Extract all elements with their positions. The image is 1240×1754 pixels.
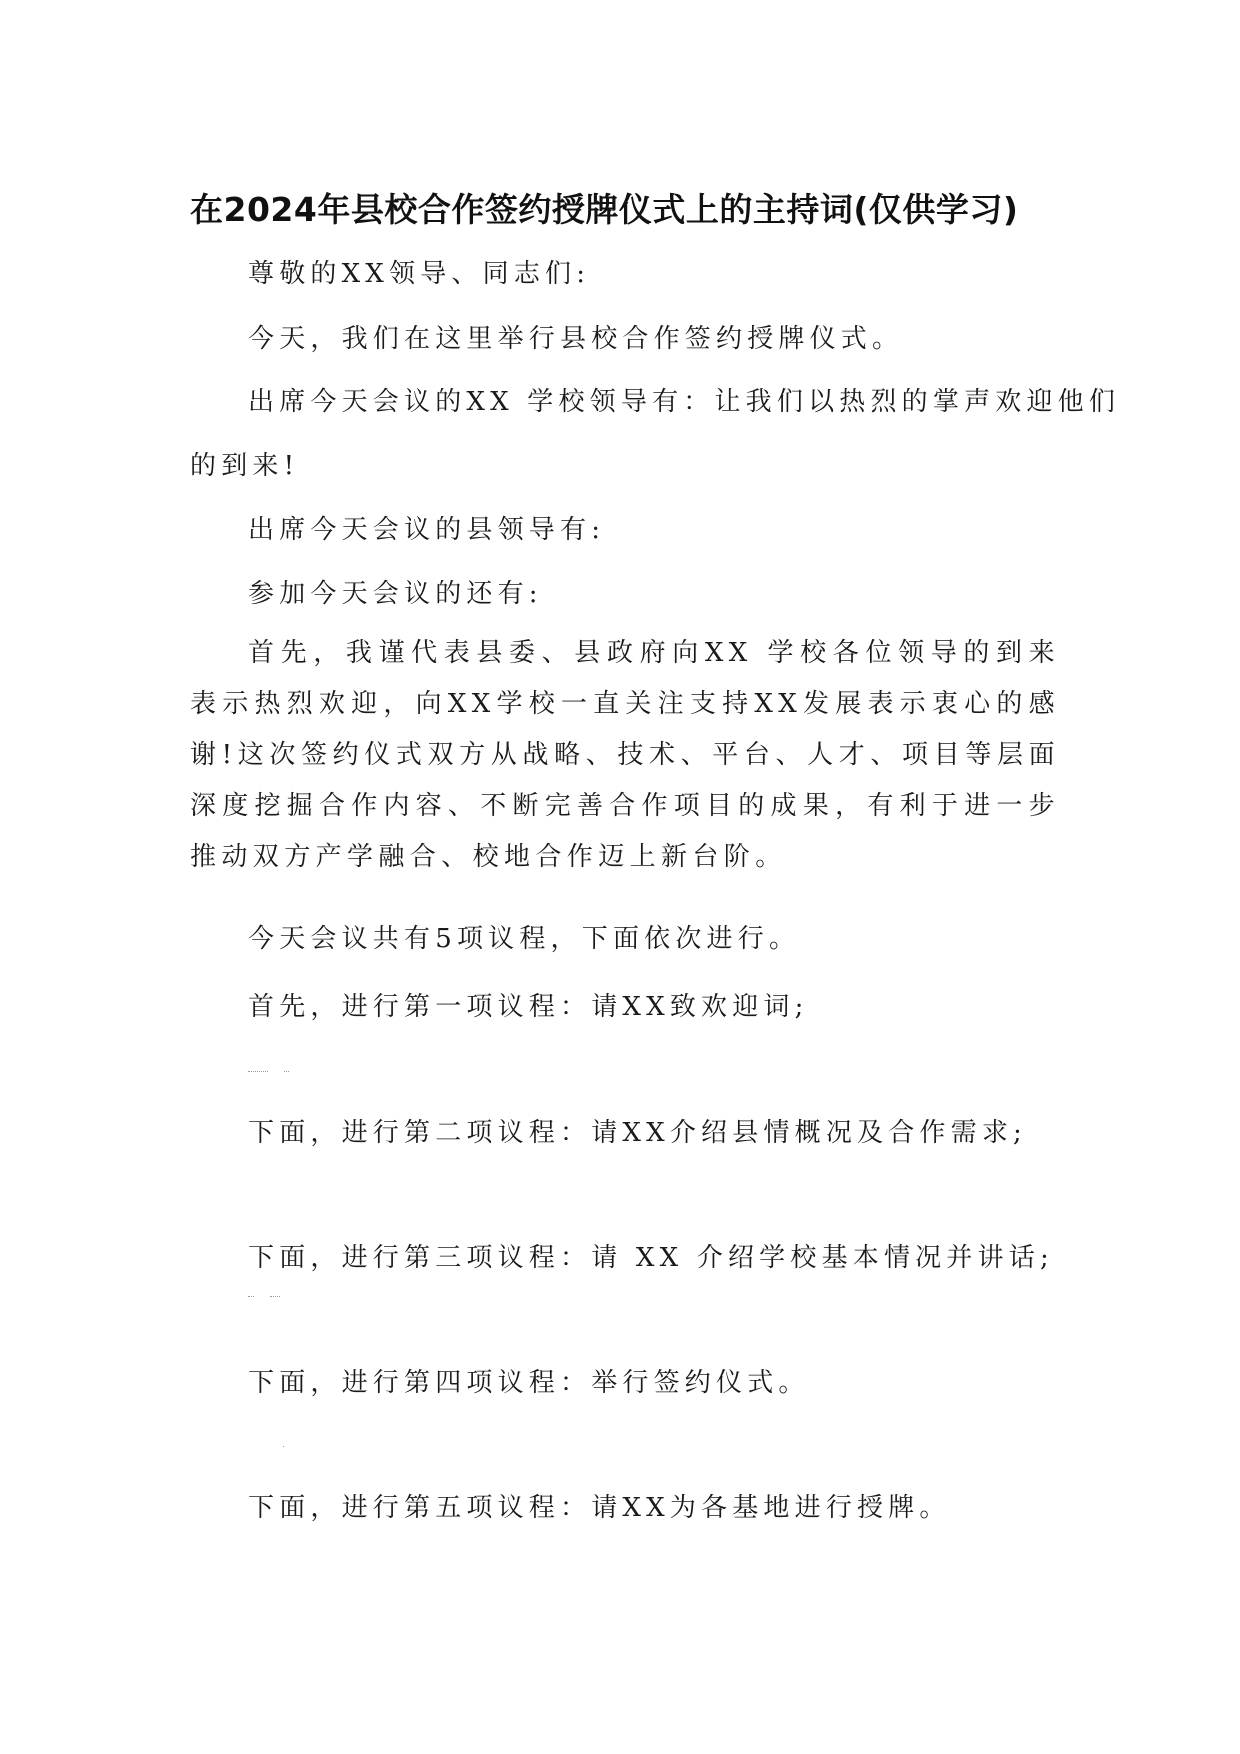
school-leaders-line: 出席今天会议的XX 学校领导有：让我们以热烈的掌声欢迎他们 [248, 387, 1121, 417]
agenda-item-2: 下面，进行第二项议程：请XX介绍县情概况及合作需求; [248, 1118, 1027, 1148]
faint-mark [284, 1071, 289, 1073]
county-leaders-line: 出席今天会议的县领导有: [248, 515, 606, 545]
welcome-paragraph: 首先，我谨代表县委、县政府向XX 学校各位领导的到来表示热烈欢迎，向XX学校一直关注支持XX发展表示衷心的感谢!这次签约仪式双方从战略、技术、平台、人才、项目等层面深度挖掘合作内容、不断完善合作项目的成果，有利于进一步推动双方产学融合、校地合作迈上新台阶。 [190, 638, 1060, 872]
document-title: 在2024年县校合作签约授牌仪式上的主持词(仅供学习) [190, 190, 1019, 229]
faint-mark [270, 1296, 280, 1298]
agenda-item-3: 下面，进行第三项议程：请 XX 介绍学校基本情况并讲话; [248, 1243, 1054, 1273]
opening-line: 今天，我们在这里举行县校合作签约授牌仪式。 [248, 324, 904, 354]
agenda-intro-line: 今天会议共有5项议程，下面依次进行。 [248, 924, 801, 954]
agenda-item-5: 下面，进行第五项议程：请XX为各基地进行授牌。 [248, 1493, 951, 1523]
faint-mark [283, 1446, 284, 1447]
agenda-item-1: 首先，进行第一项议程：请XX致欢迎词; [248, 992, 809, 1022]
salutation-line: 尊敬的XX领导、同志们: [248, 259, 591, 289]
agenda-item-4: 下面，进行第四项议程：举行签约仪式。 [248, 1368, 810, 1398]
other-attendees-line: 参加今天会议的还有: [248, 579, 543, 609]
faint-mark [248, 1071, 268, 1073]
school-leaders-line-continued: 的到来! [190, 451, 300, 481]
faint-mark [248, 1296, 254, 1298]
